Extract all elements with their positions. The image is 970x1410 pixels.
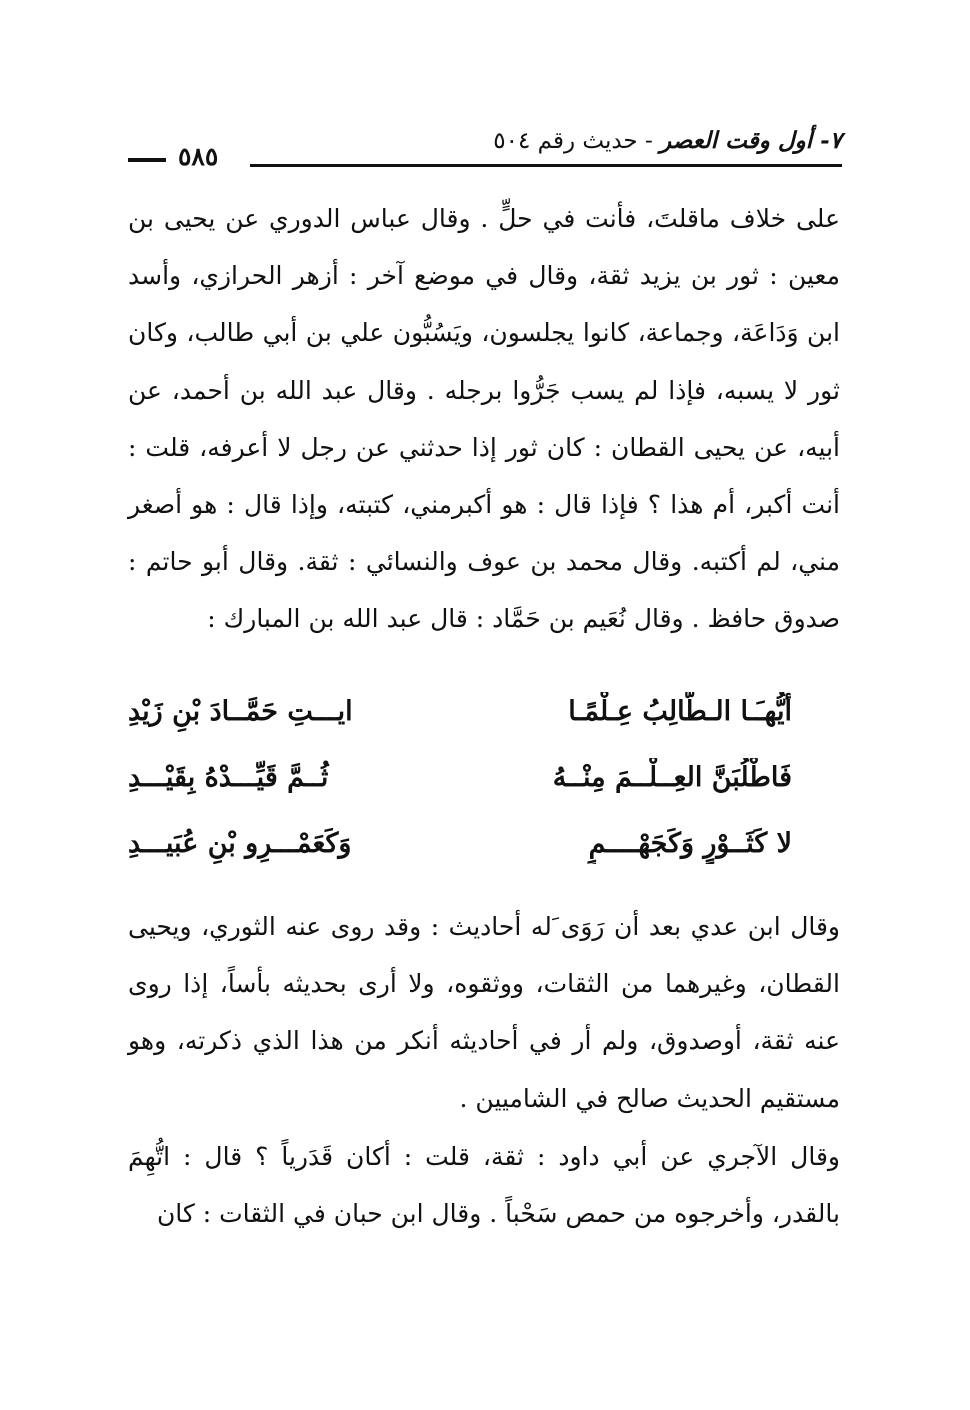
header-separator: - (637, 128, 661, 154)
paragraph-1: على خلاف ماقلتَ، فأنت في حلٍّ . وقال عباس الدوري عن يحيى بن معين : ثور بن يزيد ثقة، وقال في موضع آخر : أزهر الحرازي، وأسد ابن وَدَاعَة، وجماعة، كانوا يجلسون، ويَسُبُّون علي بن أبي طالب، وكان ثور لا يسبه، فإذا لم يسب جَرُّوا برجله . وقال عبد الله بن أحمد، عن أبيه، عن يحيى القطان : كان ثور إذا حدثني عن رجل لا أعرفه، قلت : أنت أكبر، أم هذا ؟ فإذا قال : هو أكبرمني، كتبته، وإذا قال : هو أصغر مني، لم أكتبه. وقال محمد بن عوف والنسائي : ثقة. وقال أبو حاتم : صدوق حافظ . وقال نُعَيم بن حَمَّاد : قال عبد الله بن المبارك : (128, 204, 841, 634)
poem-line-1 (128, 692, 840, 758)
page-header (128, 126, 842, 172)
poem-line-2-second-hemistich: ثُــمَّ قَيِّـــدْهُ بِقَيْـــدِ (128, 762, 329, 793)
poem-line-2-first-hemistich: فَاطْلُبَنَّ العِــلْــمَ مِنْــهُ (552, 762, 792, 793)
paragraph-2: وقال ابن عدي بعد أن رَوَى َله أحاديث : وقد روى عنه الثوري، ويحيى القطان، وغيرهما من الثقات، ووثقوه، ولا أرى بحديثه بأساً، إذا روى عنه ثقة، أوصدوق، ولم أر في أحاديثه أنكر من هذا الذي ذكرته، وهو مستقيم الحديث صالح في الشاميين . (128, 912, 840, 1113)
poem-line-1-first-hemistich: أيُّهـَـا الـطَّالِبُ عِـلْمًـا (568, 696, 792, 727)
poem-line-3-first-hemistich: لا كَثَــوْرٍ وَكَجَهْــــمٍ (588, 828, 792, 859)
poem-line-3 (128, 824, 840, 890)
main-text-block-1 (128, 190, 840, 648)
main-text-block-3 (128, 1128, 840, 1242)
poem-line-3-second-hemistich: وَكَعَمْـــرِو بْنِ عُبَيـــدِ (128, 828, 352, 859)
hadith-reference: حديث رقم ٥٠٤ (493, 128, 638, 154)
main-text-block-2 (128, 898, 840, 1127)
page-number: ٥٨٥ (178, 142, 219, 171)
running-header (493, 126, 842, 156)
poem-line-2 (128, 758, 840, 824)
poem-line-1-second-hemistich: ايـــتِ حَمَّــادَ بْنِ زَيْدِ (128, 696, 353, 727)
poem-block (128, 692, 840, 890)
page-number-dash (128, 158, 166, 162)
header-rule (250, 164, 842, 167)
section-title: ٧- أول وقت العصر (660, 127, 842, 154)
paragraph-3: وقال الآجري عن أبي داود : ثقة، قلت : أكان قَدَرياً ؟ قال : اتُّهِمَ بالقدر، وأخرجوه من حمص سَحْباً . وقال ابن حبان في الثقات : كان (128, 1142, 840, 1229)
